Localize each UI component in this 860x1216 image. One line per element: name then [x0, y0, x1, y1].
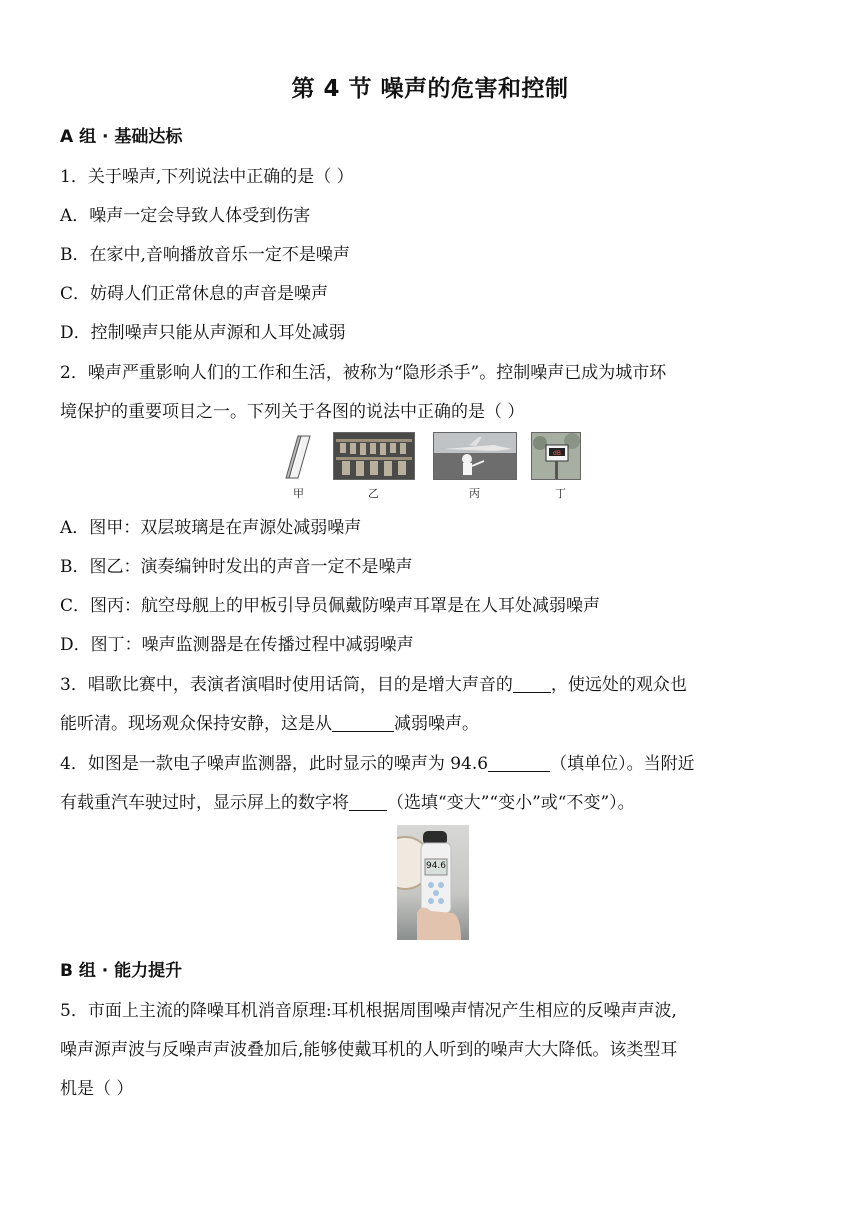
- q5-line1: 5．市面上主流的降噪耳机消音原理:耳机根据周围噪声情况产生相应的反噪声声波,: [60, 1001, 677, 1021]
- q3-line2-text-a: 能听清。现场观众保持安静，这是从: [60, 714, 332, 734]
- meter-display-reading: 94.6: [425, 861, 447, 871]
- noise-meter-photo: [397, 825, 469, 940]
- q1-option-a: A．噪声一定会导致人体受到伤害: [60, 206, 311, 226]
- caption-ding: 丁: [555, 487, 566, 500]
- q1-option-c: C．妨碍人们正常休息的声音是噪声: [60, 284, 329, 304]
- q1-option-d: D．控制噪声只能从声源和人耳处减弱: [60, 323, 346, 343]
- q4-line1-text-a: 4．如图是一款电子噪声监测器，此时显示的噪声为 94.6: [60, 754, 489, 774]
- q3-line1: [60, 670, 687, 695]
- q4-line1-text-b: （填单位）。当附近: [550, 754, 695, 774]
- q2-option-a: A．图甲：双层玻璃是在声源处减弱噪声: [60, 518, 362, 538]
- q2-option-b: B．图乙：演奏编钟时发出的声音一定不是噪声: [60, 557, 413, 577]
- q4-line2-text-a: 有载重汽车驶过时，显示屏上的数字将: [60, 793, 349, 813]
- q3-line2: [60, 709, 479, 734]
- q4-blank-2[interactable]: [349, 793, 387, 811]
- q2-option-c: C．图丙：航空母舰上的甲板引导员佩戴防噪声耳罩是在人耳处减弱噪声: [60, 596, 601, 616]
- q5-line3: 机是（ ）: [60, 1079, 134, 1099]
- carrier-deck-figure: [433, 432, 517, 480]
- q4-line1: [60, 749, 695, 774]
- q4-line2-text-b: （选填“变大”“变小”或“不变”）。: [387, 793, 635, 813]
- q2-stem-line2: 境保护的重要项目之一。下列关于各图的说法中正确的是（ ）: [60, 402, 525, 422]
- section-a-heading: A 组 · 基础达标: [60, 127, 183, 147]
- q3-blank-2[interactable]: [332, 714, 394, 732]
- caption-yi: 乙: [368, 487, 379, 500]
- q3-blank-1[interactable]: [513, 675, 551, 693]
- q3-line1-text-b: ，使远处的观众也: [550, 675, 687, 695]
- page-title: 第 4 节 噪声的危害和控制: [291, 76, 569, 102]
- q3-line1-text-a: 3．唱歌比赛中，表演者演唱时使用话筒，目的是增大声音的: [60, 675, 513, 695]
- q4-line2: [60, 788, 635, 813]
- section-b-heading: B 组 · 能力提升: [60, 961, 183, 981]
- caption-bing: 丙: [469, 487, 480, 500]
- noise-monitor-sign-figure: [531, 432, 581, 480]
- q3-line2-text-b: 减弱噪声。: [394, 714, 479, 734]
- chime-bells-figure: [333, 432, 415, 480]
- svg-text:dB: dB: [553, 450, 561, 457]
- q2-figure-row: [283, 432, 583, 502]
- q2-option-d: D．图丁：噪声监测器是在传播过程中减弱噪声: [60, 635, 414, 655]
- q4-blank-1[interactable]: [488, 754, 550, 772]
- q1-stem: 1．关于噪声,下列说法中正确的是（ ）: [60, 167, 354, 187]
- q1-option-b: B．在家中,音响播放音乐一定不是噪声: [60, 245, 350, 265]
- q5-line2: 噪声源声波与反噪声声波叠加后,能够使戴耳机的人听到的噪声大大降低。该类型耳: [60, 1040, 678, 1060]
- caption-jia: 甲: [293, 487, 304, 500]
- double-glass-figure: [283, 432, 313, 480]
- q2-stem-line1: 2．噪声严重影响人们的工作和生活，被称为“隐形杀手”。控制噪声已成为城市环: [60, 363, 667, 383]
